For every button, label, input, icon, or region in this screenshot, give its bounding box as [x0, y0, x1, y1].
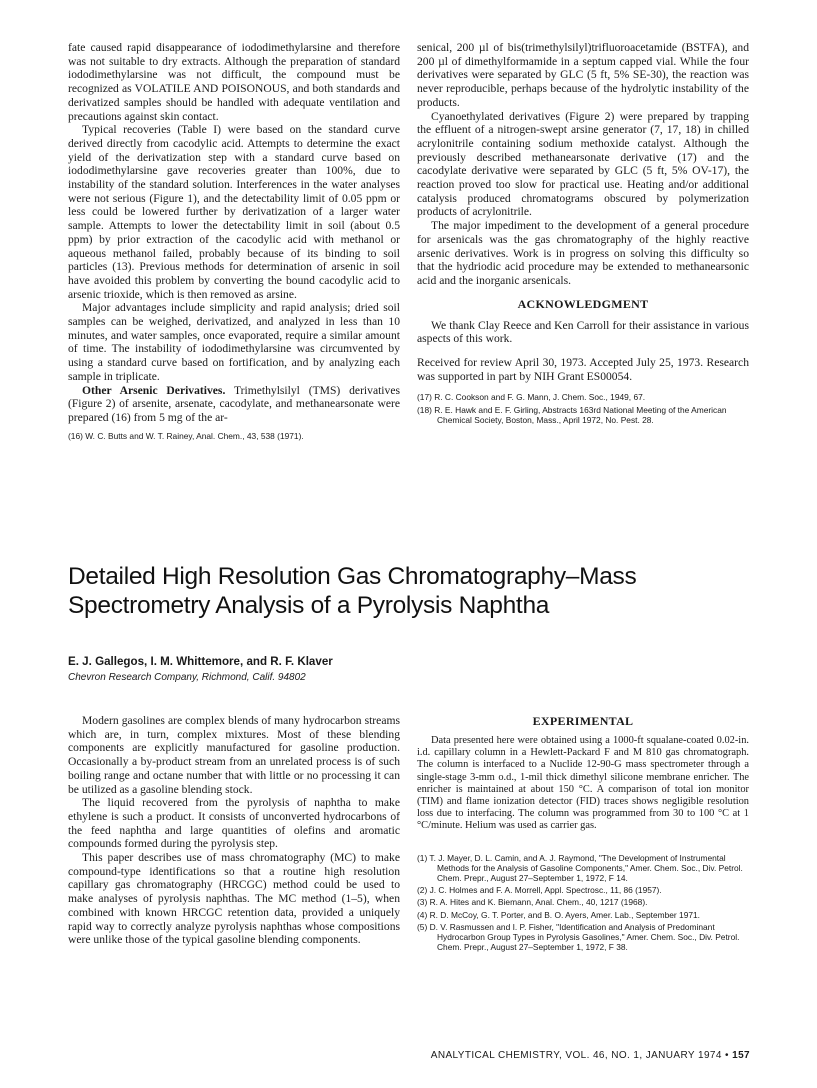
journal-citation: ANALYTICAL CHEMISTRY, VOL. 46, NO. 1, JANUARY 1974 • — [430, 1050, 729, 1061]
reference-4: (4) R. D. McCoy, G. T. Porter, and B. O. Ayers, Amer. Lab., September 1971. — [417, 909, 701, 920]
section-runin-heading: Other Arsenic Derivatives. — [82, 383, 226, 397]
reference-17: (17) R. C. Cookson and F. G. Mann, J. Chem. Soc., 1949, 67. — [417, 392, 646, 403]
references-bottom-right — [417, 853, 749, 953]
paragraph: This paper describes use of mass chromatography (MC) to make compound-type identifications so that a routine high resolution capillary gas chromatography (HRCGC) method could be used to make analyses of pyrolysis naphthas. The MC method (1–5), when combined with known HRCGC retention data, provided a uniquely rapid way to correctly analyze pyrolysis naphthas whose compositions were unlike those of the typical gasoline blending components. — [68, 851, 400, 947]
paragraph: Major advantages include simplicity and rapid analysis; dried soil samples can be weighed, derivatized, and analyzed in less than 10 minutes, and water samples, once evaporated, require a similar amount of time. The instability of iododimethylarsine was circumvented by using a standard curve based on fortification, and by analyzing each sample in triplicate. — [68, 301, 400, 383]
acknowledgment-text: We thank Clay Reece and Ken Carroll for their assistance in various aspects of this work. — [417, 318, 749, 346]
paragraph-text: Trimethylsilyl (TMS) derivatives (Figure 2) of arsenite, arsenate, cacodylate, and methanearsonate were prepared (16) from 5 mg of the ar- — [68, 383, 400, 424]
paragraph: fate caused rapid disappearance of iododimethylarsine and therefore was not suitable to dry extracts. Although the preparation of standard iododimethylarsine was not difficult, the compound must be recognized as VOLATILE AND POISONOUS, and both standards and derivatized samples should be handled with adequate ventilation and precautions against skin contact. — [68, 41, 400, 123]
reference-2: (2) J. C. Holmes and F. A. Morrell, Appl. Spectrosc., 11, 86 (1957). — [417, 885, 662, 896]
page-footer — [376, 1050, 750, 1061]
paragraph: Data presented here were obtained using a 1000-ft squalane-coated 0.02-in. i.d. capillary column in a Hewlett-Packard F and M 810 gas chromatograph. The column is interfaced to a Nuclide 12-90-G mass spectrometer through a single-stage 3-mm o.d., 1-mil thick dimethyl silicone membrane enricher. The enricher is maintained at about 150 °C. A comparison of total ion monitor (TIM) and flame ionization detector (FID) traces shows negligible resolution loss due to interfacing. The column was programmed from 30 to 100 °C at 1 °C/minute. Helium was used as carrier gas. — [417, 735, 749, 832]
received-note: Received for review April 30, 1973. Accepted July 25, 1973. Research was supported in part by NIH Grant ES00054. — [417, 356, 749, 383]
paragraph: Cyanoethylated derivatives (Figure 2) were prepared by trapping the effluent of a nitrogen-swept arsine generator (7, 17, 18) in chilled acrylonitrile containing sodium methoxide catalyst. Although the previously described methanearsonate derivative (17) and the cacodylate derivative were separated by GLC (5 ft, 5% OV-17), the reaction proved too slow for practical use. Heating and/or additional catalysis produced chromatograms obscured by polymerization products of acrylonitrile. — [417, 109, 749, 219]
experimental-heading: EXPERIMENTAL — [532, 714, 634, 728]
paragraph: Typical recoveries (Table I) were based on the standard curve derived directly from cacodylic acid. Attempts to determine the exact yield of the derivatization step with a standard curve based on iododimethylarsine gave recoveries greater than 100%, due to instability of the standard solution. Interferences in the water analyses were not serious (Figure 1), and the detectability limit of 0.05 ppm or less could be lowered further by derivatization of a larger water sample. Attempts to lower the detectability limit in soil (about 0.5 ppm) by prior extraction of the cacodylic acid with methanol or aqueous methanol failed, probably because of its binding to soil particles (13). Previous methods for determination of arsenic in soil have avoided this problem by converting the bound cacodylic acid to arsenic trioxide, which is then removed as arsine. — [68, 123, 400, 301]
reference-18: (18) R. E. Hawk and E. F. Girling, Abstracts 163rd National Meeting of the American Chemical Society, Boston, Mass., April 1972, No. Pest. 28. — [417, 404, 727, 425]
bottom-left-column — [68, 714, 400, 947]
reference-1: (1) T. J. Mayer, D. L. Camin, and A. J. Raymond, "The Development of Instrumental Methods for the Analysis of Gasoline Components," Amer. Chem. Soc., Div. Petrol. Chem. Prepr., August 27–September 1, 1972, F 14. — [417, 852, 743, 884]
top-left-column — [68, 41, 400, 443]
acknowledgment-heading: ACKNOWLEDGMENT — [517, 296, 649, 311]
article-affiliation: Chevron Research Company, Richmond, Calif. 94802 — [68, 672, 306, 683]
page-number: 157 — [732, 1050, 750, 1061]
article-title: Detailed High Resolution Gas Chromatography–Mass Spectrometry Analysis of a Pyrolysis Naphtha — [68, 563, 637, 619]
bottom-right-column — [417, 714, 749, 954]
article-authors: E. J. Gallegos, I. M. Whittemore, and R. F. Klaver — [68, 655, 333, 668]
reference-5: (5) D. V. Rasmussen and I. P. Fisher, "Identification and Analysis of Predominant Hydrocarbon Group Types in Pyrolysis Gasolines," Amer. Chem. Soc., Div. Petrol. Chem. Prepr., August 27–September 1, 1972, F 38. — [417, 921, 740, 953]
paragraph: Modern gasolines are complex blends of many hydrocarbon streams which are, in turn, complex mixtures. Most of these blending components are explicitly manufactured for gasoline production. Occasionally a by-product stream from an unrelated process is of such boiling range and octane number that with little or no processing it can be utilized as a gasoline blending stock. — [68, 714, 400, 796]
paragraph — [68, 384, 400, 425]
references-top-right — [417, 392, 749, 425]
top-right-column — [417, 41, 749, 427]
reference-3: (3) R. A. Hites and K. Biemann, Anal. Chem., 40, 1217 (1968). — [417, 897, 648, 908]
paragraph: senical, 200 µl of bis(trimethylsilyl)trifluoroacetamide (BSTFA), and 200 µl of dimethylformamide in a septum capped vial. While the four derivatives were separated by GLC (5 ft, 5% SE-30), the reaction was never reproducible, perhaps because of the hydrolytic instability of the products. — [417, 41, 749, 109]
reference-16: (16) W. C. Butts and W. T. Rainey, Anal. Chem., 43, 538 (1971). — [68, 430, 304, 441]
paragraph: The major impediment to the development of a general procedure for arsenicals was the gas chromatography of the highly reactive arsenic derivatives. Work is in progress on solving this difficulty so that the hydriodic acid procedure may be extended to methanearsonic acid and the inorganic arsenicals. — [417, 219, 749, 287]
paragraph: The liquid recovered from the pyrolysis of naphtha to make ethylene is such a product. It consists of unconverted hydrocarbons of the feed naphtha and large quantities of olefins and aromatic compounds formed during the pyrolysis step. — [68, 796, 400, 851]
